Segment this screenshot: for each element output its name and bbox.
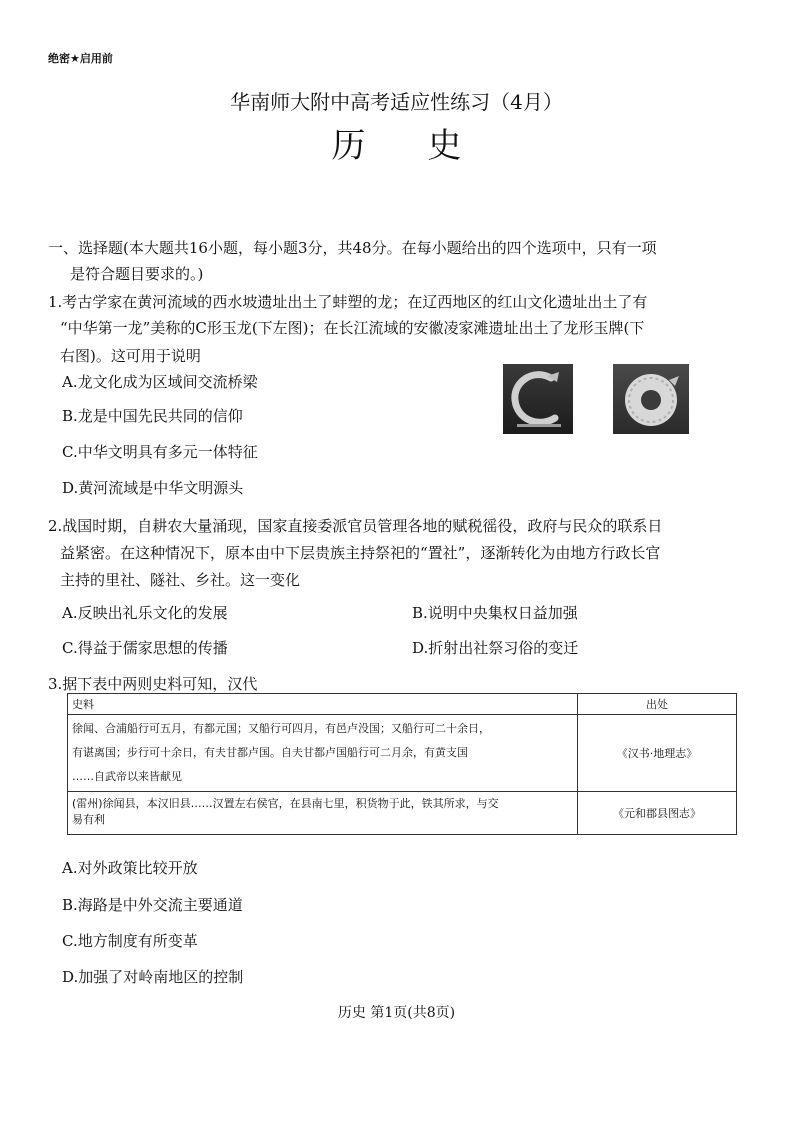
table-text-line: 易有利 <box>72 813 105 826</box>
q3-stem: 3.据下表中两则史料可知，汉代 <box>48 675 258 693</box>
table-header-origin: 出处 <box>578 694 737 715</box>
q1-option-a[interactable]: A.龙文化成为区域间交流桥梁 <box>62 373 258 391</box>
confidential-label: 绝密★启用前 <box>48 52 113 65</box>
q2-option-d[interactable]: D.折射出社祭习俗的变迁 <box>412 639 579 657</box>
table-text-line: 有谌离国；步行可十余日，有夫甘都卢国。自夫甘都卢国船行可二月余，有黄支国 <box>72 746 468 759</box>
table-cell-text <box>68 715 578 792</box>
q2-stem-line-1: 2.战国时期，自耕农大量涌现，国家直接委派官员管理各地的赋税徭役，政府与民众的联系日 <box>48 517 663 535</box>
page-footer: 历史 第1页(共8页) <box>337 1005 456 1021</box>
q2-stem-line-3: 主持的里社、隧社、乡社。这一变化 <box>60 571 301 589</box>
table-cell-text <box>68 792 578 835</box>
q1-option-c[interactable]: C.中华文明具有多元一体特征 <box>62 443 258 461</box>
table-header-row <box>68 694 737 715</box>
q3-option-c[interactable]: C.地方制度有所变革 <box>62 932 198 950</box>
q3-source-table <box>67 693 737 835</box>
q1-stem-line-3: 右图)。这可用于说明 <box>60 347 201 365</box>
table-text-line: 徐闻、合浦船行可五月，有都元国；又船行可四月，有邑卢没国；又船行可二十余日， <box>72 722 490 735</box>
c-shaped-jade-dragon-icon <box>503 364 573 434</box>
q3-option-d[interactable]: D.加强了对岭南地区的控制 <box>62 968 244 986</box>
table-header-source-text: 史料 <box>68 694 578 715</box>
dragon-jade-plaque-image <box>613 364 689 434</box>
q1-option-d[interactable]: D.黄河流域是中华文明源头 <box>62 479 244 497</box>
c-shaped-jade-dragon-image <box>503 364 573 434</box>
table-row <box>68 792 737 835</box>
table-cell-origin: 《汉书·地理志》 <box>578 715 737 792</box>
q1-stem-line-1: 1.考古学家在黄河流域的西水坡遗址出土了蚌塑的龙；在辽西地区的红山文化遗址出土了有 <box>48 293 648 311</box>
q2-stem-line-2: 益紧密。在这种情况下，原本由中下层贵族主持祭祀的“置社”，逐渐转化为由地方行政长官 <box>60 544 661 562</box>
q2-option-b[interactable]: B.说明中央集权日益加强 <box>412 604 578 622</box>
q1-figure <box>503 364 689 434</box>
subject-title: 历史 <box>331 126 524 166</box>
table-row <box>68 715 737 792</box>
q2-option-c[interactable]: C.得益于儒家思想的传播 <box>62 639 228 657</box>
table-text-line: ……自武帝以来皆献见 <box>72 770 182 783</box>
exam-title: 华南师大附中高考适应性练习（4月） <box>230 90 563 114</box>
q3-option-b[interactable]: B.海路是中外交流主要通道 <box>62 896 243 914</box>
table-text-line: (雷州)徐闻县，本汉旧县……汉置左右侯官，在县南七里，积货物于此，铁其所求，与交 <box>72 797 499 810</box>
table-cell-origin: 《元和郡县图志》 <box>578 792 737 835</box>
q3-option-a[interactable]: A.对外政策比较开放 <box>62 859 198 877</box>
dragon-jade-plaque-icon <box>613 364 689 434</box>
q2-option-a[interactable]: A.反映出礼乐文化的发展 <box>62 604 228 622</box>
q1-stem-line-2: “中华第一龙”美称的C形玉龙(下左图)；在长江流域的安徽凌家滩遗址出土了龙形玉牌(下 <box>60 319 645 337</box>
section-instruction-line-2: 是符合题目要求的。) <box>70 265 204 283</box>
section-instruction-line-1: 一、选择题(本大题共16小题，每小题3分，共48分。在每小题给出的四个选项中，只有一项 <box>48 239 657 257</box>
q1-option-b[interactable]: B.龙是中国先民共同的信仰 <box>62 407 243 425</box>
